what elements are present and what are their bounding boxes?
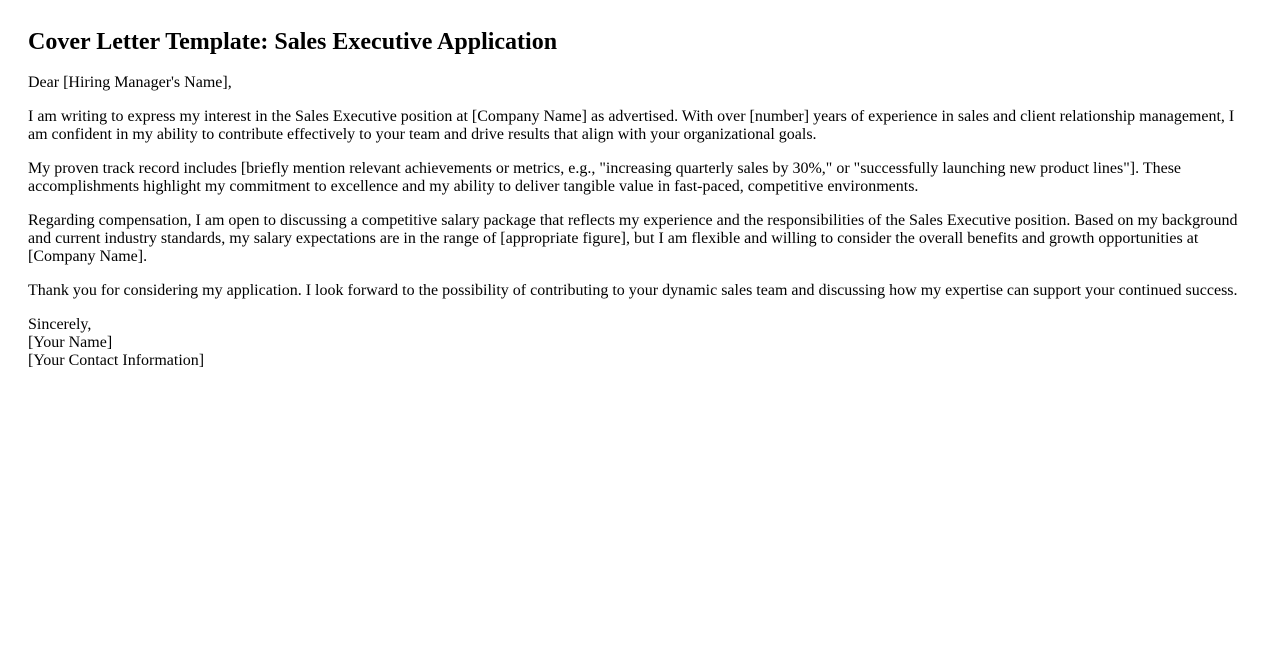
page-title: Cover Letter Template: Sales Executive Application: [28, 29, 558, 55]
paragraph-compensation: Regarding compensation, I am open to discussing a competitive salary package that reflects my experience and the responsibilities of the Sales Executive position. Based on my background and current industry standards, my salary expectations are in the range of [appropriate figure], but I am flexible and willing to consider the overall benefits and growth opportunities at [Company Name].: [28, 212, 1238, 265]
salutation: Dear [Hiring Manager's Name],: [28, 74, 232, 91]
paragraph-intro: I am writing to express my interest in the Sales Executive position at [Company Name] as advertised. With over [number] years of experience in sales and client relationship management, I am confident in my ability to contribute effectively to your team and drive results that align with your organizational goals.: [28, 108, 1235, 143]
signature-name: [Your Name]: [28, 334, 113, 351]
signature-block: [28, 316, 1250, 370]
letter-body: [28, 74, 1250, 386]
paragraph-achievements: My proven track record includes [briefly mention relevant achievements or metrics, e.g., "increasing quarterly sales by 30%," or "successfully launching new product lines"]. These accomplishments highlight my commitment to excellence and my ability to deliver tangible value in fast-paced, competitive environments.: [28, 160, 1182, 195]
signature-contact: [Your Contact Information]: [28, 352, 205, 369]
signoff: Sincerely,: [28, 316, 92, 333]
paragraph-closing: Thank you for considering my application. I look forward to the possibility of contributing to your dynamic sales team and discussing how my expertise can support your continued success.: [28, 282, 1238, 299]
